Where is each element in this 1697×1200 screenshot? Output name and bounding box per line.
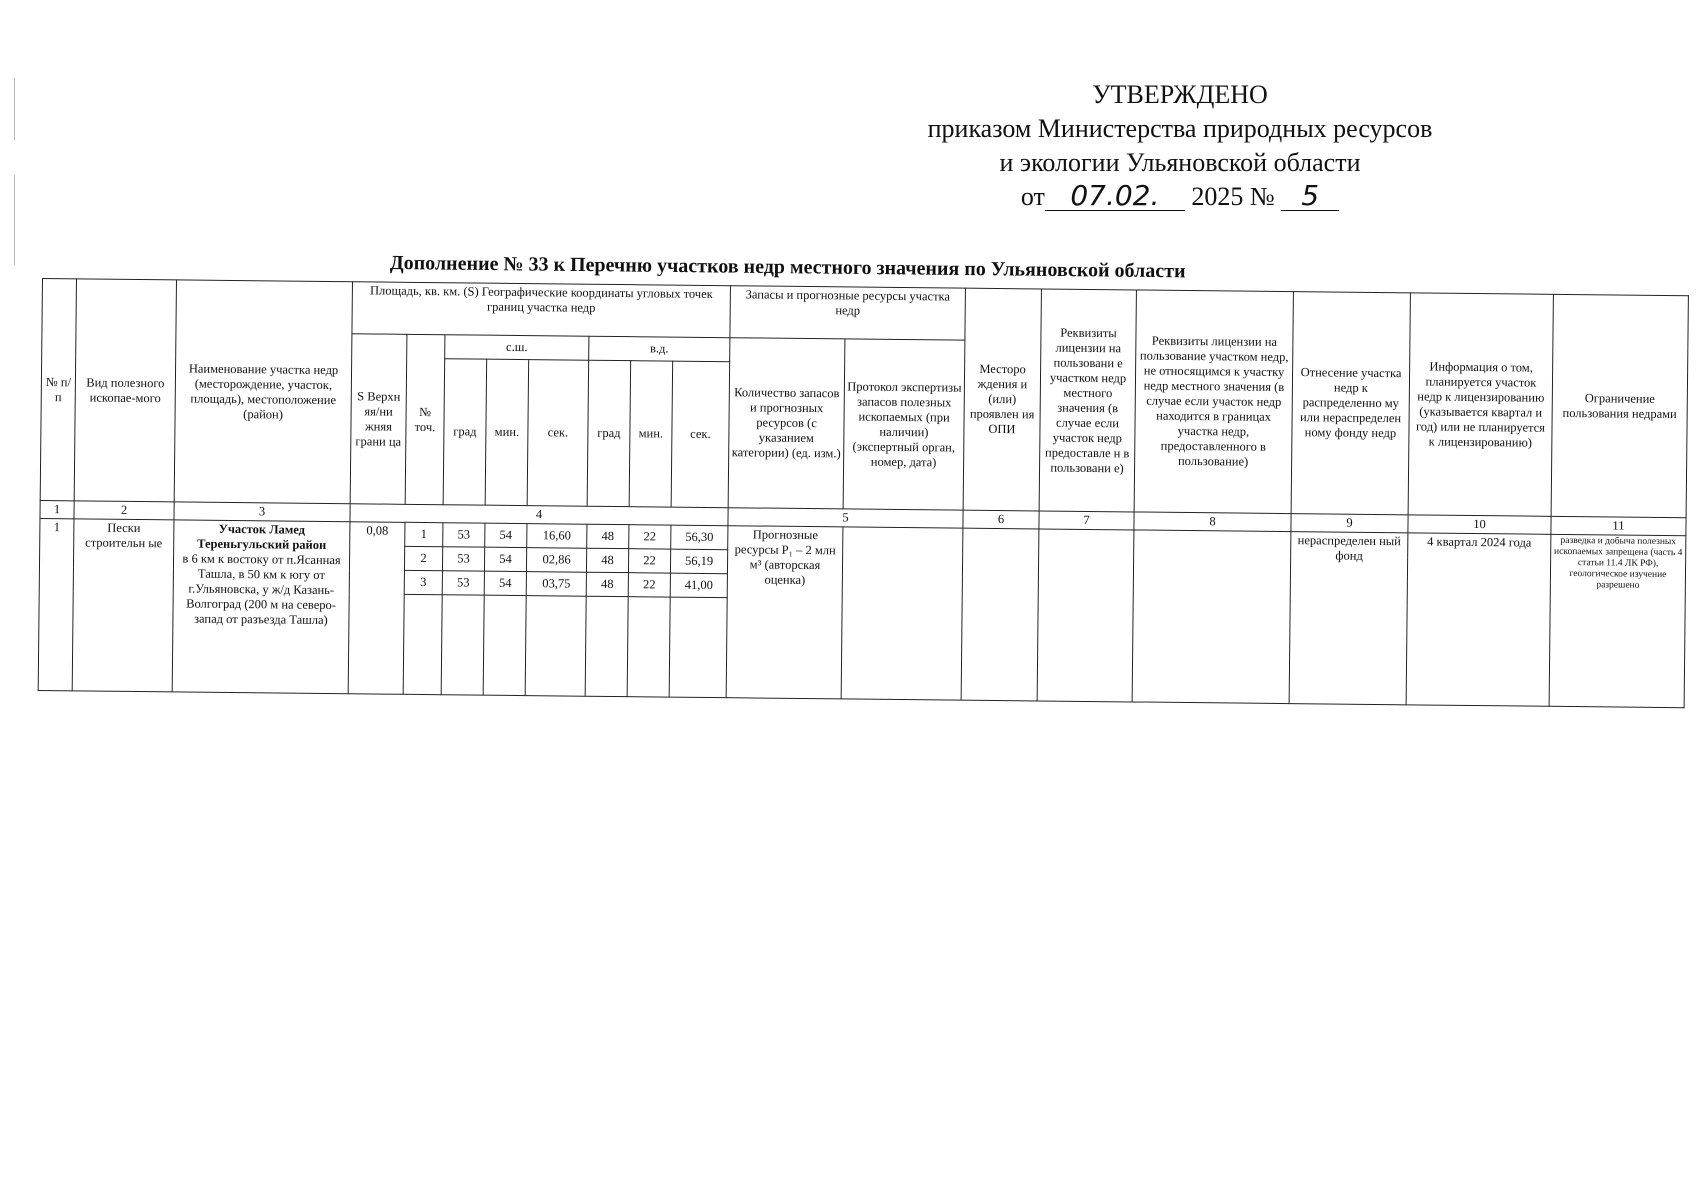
point-lat-min: 54 bbox=[484, 547, 526, 571]
row-name: Участок Ламед Тереньгульский район bbox=[197, 521, 327, 552]
point-number: 1 bbox=[405, 522, 443, 546]
empty-cell bbox=[585, 596, 628, 696]
column-number: 6 bbox=[963, 510, 1039, 529]
date-prefix: от bbox=[1020, 182, 1045, 211]
header-license-local: Реквизиты лицензии на пользовани е участком недр местного значения (в случае если участок недр предоставле н в пользовани е) bbox=[1039, 289, 1136, 512]
row-plan: 4 квартал 2024 года bbox=[1406, 533, 1551, 706]
column-number: 7 bbox=[1039, 511, 1134, 530]
header-lat-deg: град bbox=[443, 359, 487, 505]
header-protocol: Протокол экспертизы запасов полезных ископаемых (при наличии) (экспертный орган, номер, дата) bbox=[843, 339, 965, 510]
point-lon-min: 22 bbox=[628, 573, 670, 597]
approval-block bbox=[880, 78, 1480, 214]
column-number: 5 bbox=[728, 508, 963, 528]
subsoil-table bbox=[38, 278, 1689, 708]
row-name-location bbox=[172, 520, 350, 694]
scan-margin-mark bbox=[14, 78, 15, 140]
row-num: 1 bbox=[38, 518, 74, 690]
header-restriction: Ограничение пользования недрами bbox=[1551, 294, 1688, 517]
header-longitude: в.д. bbox=[589, 336, 730, 361]
column-number: 3 bbox=[174, 502, 350, 522]
header-plan: Информация о том, планируется участок недр к лицензированию (указывается квартал и год) или не планируется к лицензированию) bbox=[1408, 293, 1553, 516]
column-number: 8 bbox=[1134, 512, 1291, 532]
empty-cell bbox=[441, 595, 484, 695]
approval-line-region: и экологии Ульяновской области bbox=[999, 148, 1361, 177]
column-number: 11 bbox=[1551, 516, 1686, 535]
point-lat-deg: 53 bbox=[443, 523, 485, 547]
column-number: 1 bbox=[40, 500, 74, 518]
column-number: 9 bbox=[1291, 514, 1408, 533]
approval-date-line bbox=[1021, 180, 1339, 214]
column-number: 4 bbox=[350, 504, 728, 526]
point-number: 2 bbox=[404, 546, 442, 570]
empty-cell bbox=[669, 597, 727, 698]
point-lon-min: 22 bbox=[628, 549, 670, 573]
point-lon-sec: 41,00 bbox=[670, 573, 727, 598]
order-year: 2025 № bbox=[1191, 182, 1275, 211]
header-license-other: Реквизиты лицензии на пользование участком недр, не относящимся к участку недр местного значения (в случае если участок недр находится в границах участка недр, предоставленного в пользование) bbox=[1134, 290, 1293, 514]
empty-cell bbox=[483, 595, 526, 695]
header-s-boundary: S Верхн яя/ни жняя грани ца bbox=[350, 334, 407, 505]
row-area: 0,08 bbox=[348, 522, 405, 695]
point-lat-deg: 53 bbox=[442, 547, 484, 571]
row-location: в 6 км к востоку от п.Ясанная Ташла, в 50 км к югу от г.Ульяновска, у ж/д Казань-Волгоград (200 м на северо-запад от разъезда Ташла) bbox=[182, 551, 341, 628]
point-lon-deg: 48 bbox=[587, 524, 629, 548]
point-lat-sec: 03,75 bbox=[526, 572, 586, 597]
handwritten-date: 07.02. bbox=[1045, 182, 1185, 211]
header-lat-min: мин. bbox=[485, 359, 529, 505]
row-mineral: Пески строительн ые bbox=[72, 519, 174, 692]
approval-heading: УТВЕРЖДЕНО bbox=[1092, 80, 1268, 109]
point-lon-sec: 56,19 bbox=[670, 549, 727, 574]
handwritten-order-number: 5 bbox=[1281, 182, 1339, 211]
subsoil-table-wrapper bbox=[38, 278, 1688, 708]
row-reserves: Прогнозные ресурсы P₁ – 2 млн м³ (авторская оценка) bbox=[726, 526, 843, 699]
point-lat-sec: 16,60 bbox=[527, 524, 587, 549]
header-reserves-quantity: Количество запасов и прогнозных ресурсов (с указанием категории) (ед. изм.) bbox=[728, 338, 845, 509]
point-lon-sec: 56,30 bbox=[671, 525, 728, 550]
document-title: Дополнение № 33 к Перечню участков недр местного значения по Ульяновской области bbox=[389, 252, 1186, 283]
header-reserves-group: Запасы и прогнозные ресурсы участка недр bbox=[730, 286, 966, 340]
approval-line-ministry: приказом Министерства природных ресурсов bbox=[927, 114, 1433, 143]
row-restriction: разведка и добыча полезных ископаемых запрещена (часть 4 статьи 11.4 ЛК РФ), геологическое изучение разрешено bbox=[1549, 534, 1686, 707]
header-num: № п/п bbox=[40, 279, 76, 501]
empty-cell bbox=[627, 597, 670, 697]
header-deposits: Месторо ждения и (или) проявлен ия ОПИ bbox=[963, 288, 1041, 511]
header-mineral: Вид полезного ископае-мого bbox=[74, 279, 176, 502]
point-lat-sec: 02,86 bbox=[526, 548, 586, 573]
header-latitude: с.ш. bbox=[445, 335, 589, 361]
empty-cell bbox=[525, 596, 586, 697]
point-lat-min: 54 bbox=[485, 523, 527, 547]
row-deposits bbox=[961, 528, 1039, 701]
point-lat-deg: 53 bbox=[442, 571, 484, 595]
header-fund: Отнесение участка недр к распределенно му или нераспределен ному фонду недр bbox=[1291, 292, 1410, 515]
column-number: 10 bbox=[1408, 515, 1551, 534]
point-lon-deg: 48 bbox=[586, 548, 628, 572]
header-area-coordinates: Площадь, кв. км. (S) Географические координаты угловых точек границ участка недр bbox=[352, 282, 731, 338]
point-lon-deg: 48 bbox=[586, 572, 628, 596]
row-protocol bbox=[841, 527, 963, 700]
row-fund: нераспределен ный фонд bbox=[1289, 532, 1408, 705]
header-point-number: № точ. bbox=[405, 334, 445, 504]
header-lon-sec: сек. bbox=[671, 361, 730, 508]
point-number: 3 bbox=[404, 570, 442, 594]
header-lon-min: мин. bbox=[629, 361, 673, 507]
header-name: Наименование участка недр (месторождение, участок, площадь), местоположение (район) bbox=[174, 280, 352, 504]
point-lat-min: 54 bbox=[484, 571, 526, 595]
header-lon-deg: град bbox=[587, 360, 631, 506]
row-license-local bbox=[1037, 529, 1134, 702]
row-license-other bbox=[1132, 530, 1291, 704]
point-lon-min: 22 bbox=[629, 525, 671, 549]
column-number: 2 bbox=[74, 501, 174, 520]
header-lat-sec: сек. bbox=[527, 360, 589, 507]
empty-cell bbox=[403, 594, 442, 694]
scan-margin-mark bbox=[14, 175, 15, 265]
